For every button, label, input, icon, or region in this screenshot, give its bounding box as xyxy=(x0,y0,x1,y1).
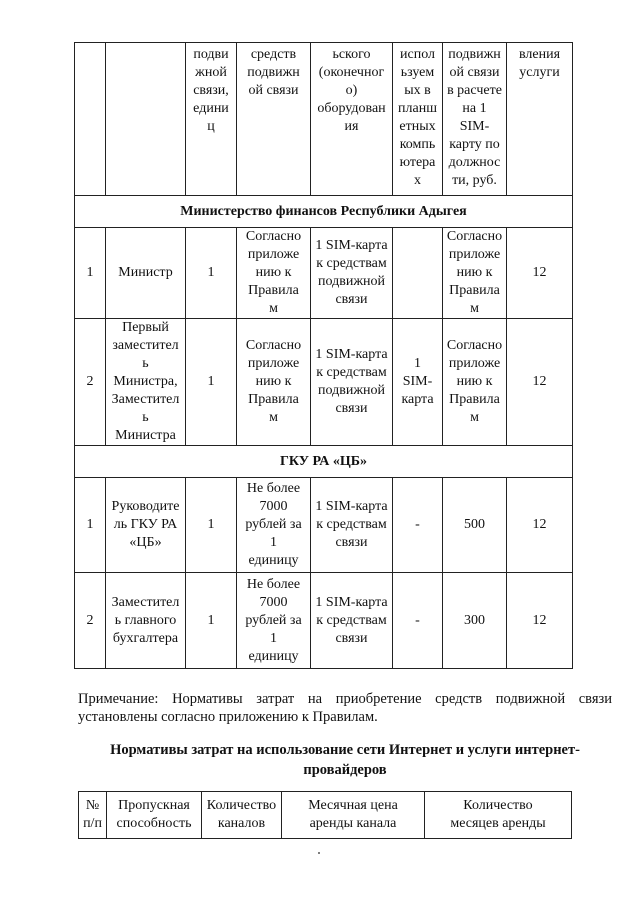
table-header-row xyxy=(75,43,573,196)
header-cell-monthly-cost: подвижн ой связи в расчете на 1 SIM- карту по должнос ти, руб. xyxy=(443,43,507,196)
table-row xyxy=(75,573,573,669)
cell-position: Первый заместител ь Министра, Заместител ь Министра xyxy=(106,319,186,446)
cell-monthly-cost: 500 xyxy=(443,478,507,573)
cell-monthly-cost: 300 xyxy=(443,573,507,669)
cell-num: 1 xyxy=(75,228,106,319)
header-cell-num xyxy=(75,43,106,196)
scan-speck xyxy=(318,852,320,854)
cell-num: 2 xyxy=(75,573,106,669)
table-row xyxy=(75,228,573,319)
cell-months: 12 xyxy=(507,573,573,669)
cell-quantity: 1 xyxy=(186,478,237,573)
section-heading: Нормативы затрат на использование сети Интернет и услуги интернет-провайдеров xyxy=(110,742,580,778)
header-cell-tablet: испол ьзуем ых в планш етных компь ютера х xyxy=(393,43,443,196)
section-title-gku: ГКУ РА «ЦБ» xyxy=(75,446,573,478)
cell-position: Руководите ль ГКУ РА «ЦБ» xyxy=(106,478,186,573)
cell-tablet xyxy=(393,228,443,319)
header-cell-channels: Количество каналов xyxy=(202,792,282,839)
table-row xyxy=(75,319,573,446)
header-cell-num: № п/п xyxy=(79,792,107,839)
cell-position: Министр xyxy=(106,228,186,319)
cell-quantity: 1 xyxy=(186,228,237,319)
header-cell-monthly-price: Месячная цена аренды канала xyxy=(282,792,425,839)
header-cell-position xyxy=(106,43,186,196)
table-row xyxy=(75,478,573,573)
cell-months: 12 xyxy=(507,228,573,319)
note-paragraph: Примечание: Нормативы затрат на приобретение средств подвижной связи установлены согласно приложению к Правилам. xyxy=(78,691,612,725)
table-header-row xyxy=(79,792,572,839)
cell-tablet: - xyxy=(393,478,443,573)
cell-monthly-cost: Согласно приложе нию к Правила м xyxy=(443,319,507,446)
cell-sim: 1 SIM-карта к средствам связи xyxy=(311,573,393,669)
cell-monthly-cost: Согласно приложе нию к Правила м xyxy=(443,228,507,319)
cell-sim: 1 SIM-карта к средствам подвижной связи xyxy=(311,228,393,319)
header-cell-months: вления услуги xyxy=(507,43,573,196)
cell-num: 1 xyxy=(75,478,106,573)
cell-tablet: - xyxy=(393,573,443,669)
header-cell-sim: ьского (оконечног о) оборудован ия xyxy=(311,43,393,196)
cell-months: 12 xyxy=(507,478,573,573)
section-row xyxy=(75,446,573,478)
mobile-communication-norms-table xyxy=(74,42,573,669)
header-cell-rent-months: Количество месяцев аренды xyxy=(425,792,572,839)
header-cell-device-price: средств подвижн ой связи xyxy=(237,43,311,196)
cell-sim: 1 SIM-карта к средствам подвижной связи xyxy=(311,319,393,446)
cell-device-price: Не более 7000 рублей за 1 единицу xyxy=(237,573,311,669)
cell-quantity: 1 xyxy=(186,573,237,669)
cell-sim: 1 SIM-карта к средствам связи xyxy=(311,478,393,573)
internet-norms-table xyxy=(78,791,572,839)
cell-position: Заместител ь главного бухгалтера xyxy=(106,573,186,669)
section-title-ministry: Министерство финансов Республики Адыгея xyxy=(75,196,573,228)
header-cell-quantity: подви жной связи, едини ц xyxy=(186,43,237,196)
section-row xyxy=(75,196,573,228)
cell-quantity: 1 xyxy=(186,319,237,446)
cell-months: 12 xyxy=(507,319,573,446)
cell-num: 2 xyxy=(75,319,106,446)
cell-device-price: Не более 7000 рублей за 1 единицу xyxy=(237,478,311,573)
cell-tablet: 1 SIM- карта xyxy=(393,319,443,446)
cell-device-price: Согласно приложе нию к Правила м xyxy=(237,228,311,319)
header-cell-bandwidth: Пропускная способность xyxy=(107,792,202,839)
cell-device-price: Согласно приложе нию к Правила м xyxy=(237,319,311,446)
